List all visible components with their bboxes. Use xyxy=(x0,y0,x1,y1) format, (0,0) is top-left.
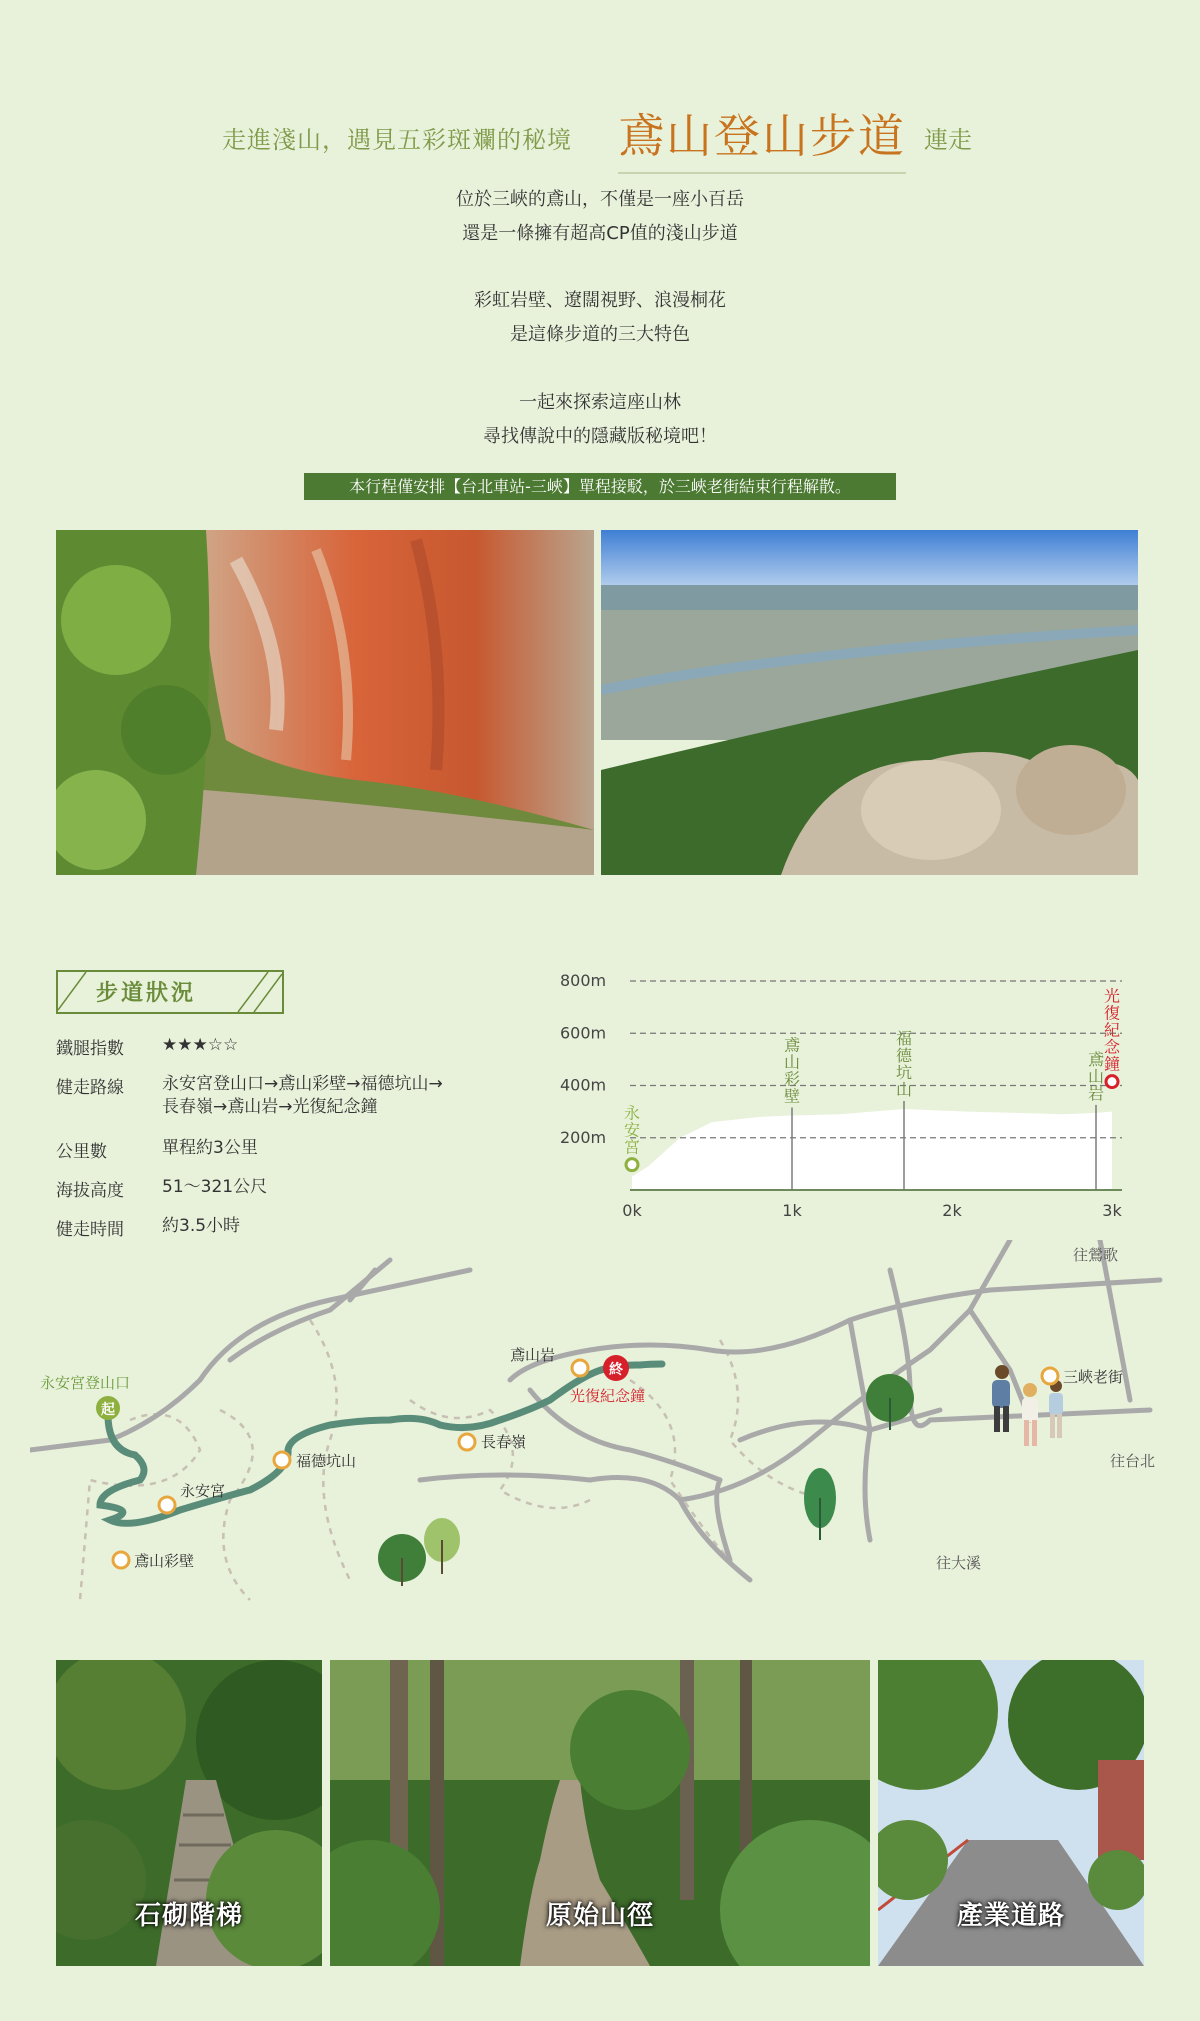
roads xyxy=(30,1240,1160,1580)
map-label-trailhead: 永安宮登山口 xyxy=(40,1374,131,1392)
tree-icon xyxy=(804,1468,836,1540)
y-tick-label: 600m xyxy=(560,1023,607,1043)
info-label: 公里數 xyxy=(56,1142,107,1162)
x-tick-label: 1k xyxy=(782,1201,802,1220)
description-paragraph-2 xyxy=(0,284,1200,352)
point-label: 鳶山岩 xyxy=(1087,1049,1105,1103)
map-point xyxy=(274,1452,290,1468)
gallery-caption: 原始山徑 xyxy=(545,1901,654,1931)
point-label: 永安宮 xyxy=(623,1103,641,1157)
info-value xyxy=(162,1073,542,1119)
info-label: 海拔高度 xyxy=(56,1181,124,1201)
y-tick-label: 800m xyxy=(560,971,607,990)
map-label-oldstreet: 三峽老街 xyxy=(1063,1368,1124,1386)
point-label: 福德坑山 xyxy=(895,1029,913,1100)
start-badge: 起 xyxy=(101,1402,115,1418)
description-line: 一起來探索這座山林 xyxy=(519,392,681,413)
map-point xyxy=(572,1360,588,1376)
gallery-caption: 產業道路 xyxy=(956,1901,1065,1931)
description-paragraph-3 xyxy=(0,386,1200,454)
tree-icon xyxy=(378,1518,460,1586)
map-label-yongan: 永安宮 xyxy=(180,1482,226,1500)
trail-map xyxy=(30,1240,1180,1620)
description-paragraph-1 xyxy=(0,183,1200,251)
trail-status-title: 步道狀況 xyxy=(96,980,197,1006)
info-value-line: 長春嶺→鳶山岩→光復紀念鐘 xyxy=(162,1097,378,1117)
gallery-caption: 石砌階梯 xyxy=(134,1901,243,1931)
header-intro: 走進淺山，遇見五彩斑斕的秘境 xyxy=(222,126,572,154)
x-tick-label: 3k xyxy=(1102,1201,1122,1220)
info-value: 約3.5小時 xyxy=(162,1216,241,1236)
point-label: 光復紀念鐘 xyxy=(1103,986,1121,1074)
map-label-to-yingge: 往鶯歌 xyxy=(1073,1246,1119,1264)
gallery-photo-road xyxy=(878,1660,1144,1966)
rainbow-rock-wall-photo xyxy=(56,530,594,875)
notice-banner: 本行程僅安排【台北車站-三峽】單程接駁，於三峽老街結束行程解散。 xyxy=(304,473,896,500)
elevation-area xyxy=(632,1109,1112,1190)
info-value: 51～321公尺 xyxy=(162,1177,268,1197)
y-tick-label: 200m xyxy=(560,1127,607,1147)
map-label-changchun: 長春嶺 xyxy=(481,1433,527,1451)
elevation-chart xyxy=(560,960,1160,1220)
description-line: 位於三峽的鳶山，不僅是一座小百岳 xyxy=(456,189,744,210)
page-title: 鳶山登山步道 xyxy=(618,100,906,174)
map-label-to-taipei: 往台北 xyxy=(1110,1452,1156,1470)
map-label-to-daxi: 往大溪 xyxy=(936,1554,982,1572)
map-label-bell: 光復紀念鐘 xyxy=(570,1387,646,1405)
y-tick-label: 400m xyxy=(560,1075,607,1095)
end-badge: 終 xyxy=(609,1362,623,1378)
info-label: 健走時間 xyxy=(56,1220,124,1240)
gallery-photo-forest-trail xyxy=(330,1660,870,1966)
map-point xyxy=(159,1497,175,1513)
description-line: 是這條步道的三大特色 xyxy=(510,324,690,345)
map-point xyxy=(459,1434,475,1450)
city-view-photo xyxy=(601,530,1138,875)
description-line: 尋找傳說中的隱藏版秘境吧！ xyxy=(483,426,717,447)
gallery-photo-stone-steps xyxy=(56,1660,322,1966)
header-suffix: 連走 xyxy=(924,126,972,154)
x-tick-label: 2k xyxy=(942,1201,962,1220)
info-value: 單程約3公里 xyxy=(162,1138,258,1158)
map-label-fude: 福德坑山 xyxy=(296,1452,357,1470)
info-label: 健走路線 xyxy=(56,1078,124,1098)
description-line: 彩虹岩壁、遼闊視野、浪漫桐花 xyxy=(474,290,726,311)
description-line: 還是一條擁有超高CP值的淺山步道 xyxy=(462,223,738,244)
map-label-caibi: 鳶山彩壁 xyxy=(134,1552,195,1570)
map-point xyxy=(113,1552,129,1568)
x-tick-label: 0k xyxy=(622,1201,642,1220)
point-label: 鳶山彩壁 xyxy=(783,1035,801,1106)
map-point xyxy=(1042,1368,1058,1384)
end-point-marker xyxy=(1106,1076,1118,1088)
info-value: ★★★☆☆ xyxy=(162,1035,239,1055)
info-label: 鐵腿指數 xyxy=(56,1039,124,1059)
map-label-yuanshanyan: 鳶山岩 xyxy=(510,1346,556,1364)
start-point-marker xyxy=(626,1159,638,1171)
info-value-line: 永安宮登山口→鳶山彩壁→福德坑山→ xyxy=(162,1074,443,1094)
